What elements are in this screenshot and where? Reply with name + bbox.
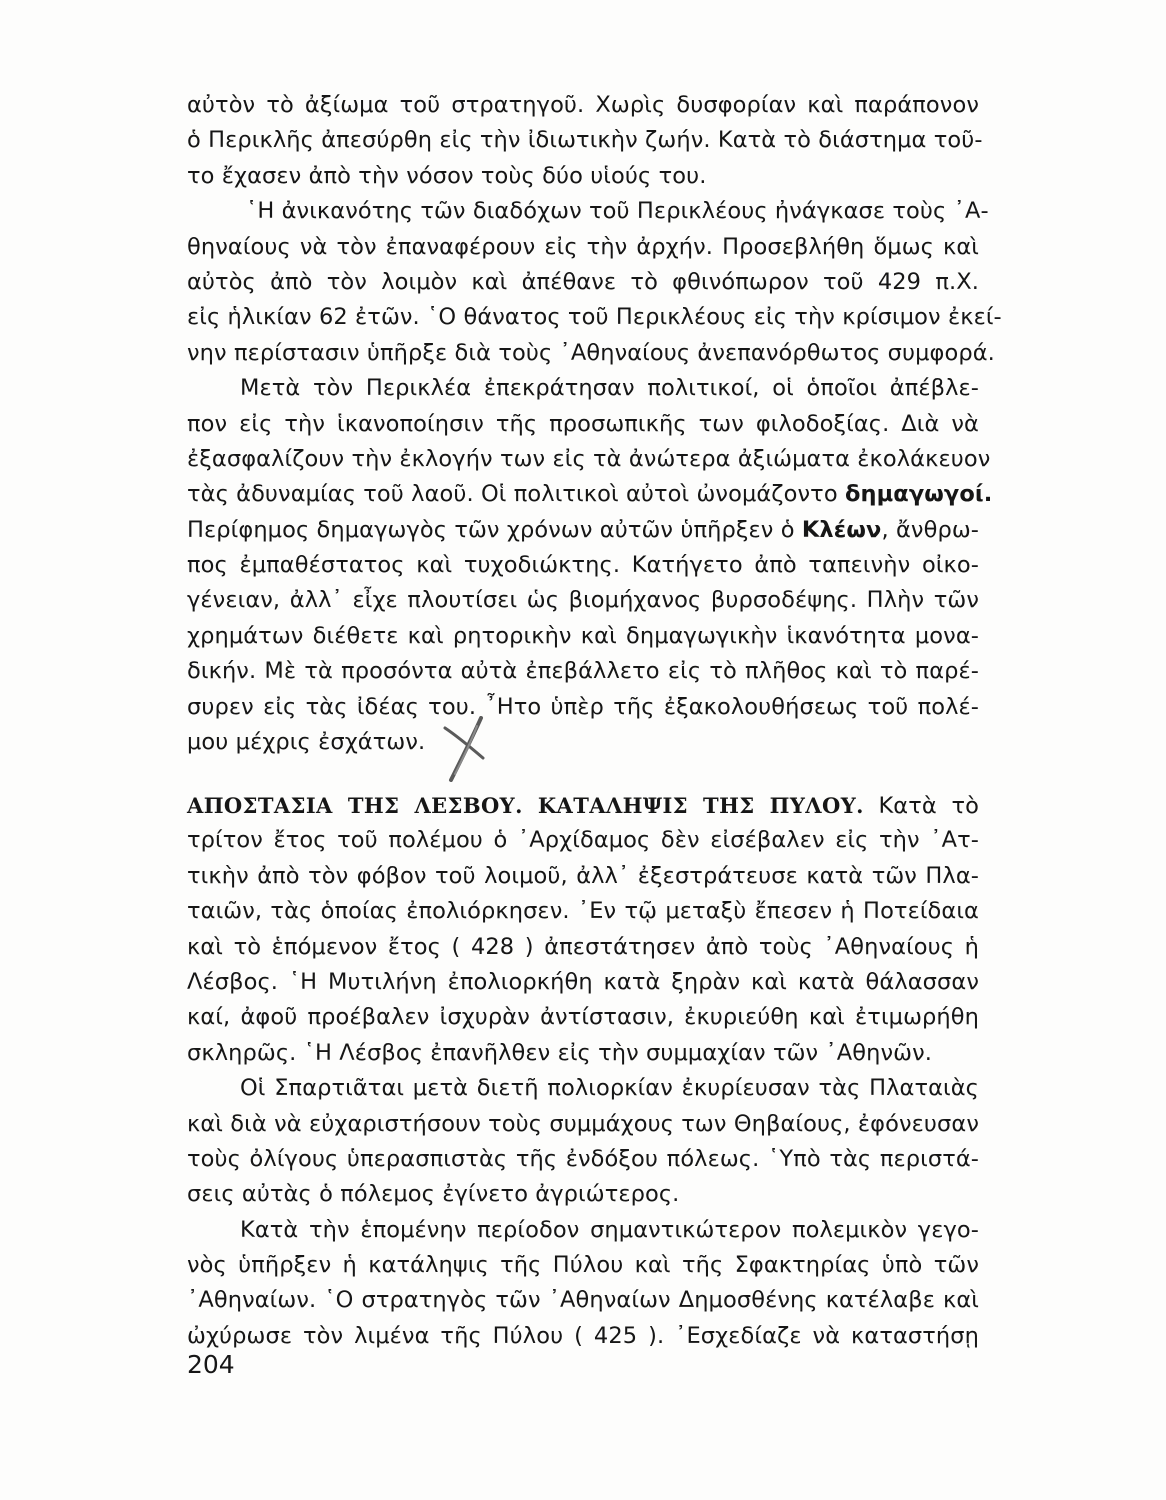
text-line: σεις αὐτὰς ὁ πόλεμος ἐγίνετο ἀγριώτερος. [187, 1181, 680, 1208]
text-line: ῾Η ἀνικανότης τῶν διαδόχων τοῦ Περικλέους ἠνάγκασε τοὺς ᾿Α- [246, 198, 989, 225]
section-heading: ΑΠΟΣΤΑΣΙΑ ΤΗΣ ΛΕΣΒΟΥ. ΚΑΤΑΛΗΨΙΣ ΤΗΣ ΠΥΛΟΥ. [187, 793, 864, 818]
text-line: νην περίστασιν ὑπῆρξε διὰ τοὺς ᾿Αθηναίους ἀνεπανόρθωτος συμφορά. [187, 339, 995, 366]
text-line: ἐξασφαλίζουν τὴν ἐκλογήν των εἰς τὰ ἀνώτερα ἀξιώματα ἐκολάκευον [187, 445, 991, 472]
text-line-cleon [187, 513, 979, 548]
pencil-cross-mark [443, 716, 488, 782]
text-line: συρεν εἰς τὰς ἰδέας του. ῏Ητο ὑπὲρ τῆς ἐξακολουθήσεως τοῦ πολέ- [187, 693, 979, 720]
text-line: ᾿Αθηναίων. ῾Ο στρατηγὸς τῶν ᾿Αθηναίων Δημοσθένης κατέλαβε καὶ [187, 1287, 979, 1314]
text-line: γένειαν, ἀλλ᾿ εἶχε πλουτίσει ὡς βιομήχανος βυρσοδέψης. Πλὴν τῶν [187, 587, 979, 614]
text-line: σκληρῶς. ῾Η Λέσβος ἐπανῆλθεν εἰς τὴν συμμαχίαν τῶν ᾿Αθηνῶν. [187, 1039, 933, 1066]
main-text-top [187, 88, 1002, 760]
main-text-bottom [187, 788, 979, 1354]
name-cleon: Κλέων [801, 516, 882, 543]
text-line: Κατὰ τὴν ἑπομένην περίοδον σημαντικώτερον πολεμικὸν γεγο- [240, 1216, 979, 1243]
text-line-demagogues [187, 477, 993, 512]
text-line: καὶ τὸ ἑπόμενον ἔτος ( 428 ) ἀπεστάτησεν ἀπὸ τοὺς ᾿Αθηναίους ἡ [187, 933, 979, 960]
section-heading-line [187, 788, 979, 823]
text-line: πος ἐμπαθέστατος καὶ τυχοδιώκτης. Κατήγετο ἀπὸ ταπεινὴν οἰκο- [187, 552, 979, 579]
term-demagogues: δημαγωγοί. [844, 481, 993, 508]
text-line: χρημάτων διέθετε καὶ ρητορικὴν καὶ δημαγωγικὴν ἱκανότητα μονα- [187, 622, 979, 649]
text-line: αὐτὸν τὸ ἀξίωμα τοῦ στρατηγοῦ. Χωρὶς δυσφορίαν καὶ παράπονον [187, 92, 979, 118]
text-line: τρίτον ἔτος τοῦ πολέμου ὁ ᾿Αρχίδαμος δὲν εἰσέβαλεν εἰς τὴν ᾿Ατ- [187, 827, 979, 854]
text-line: Οἱ Σπαρτιᾶται μετὰ διετῆ πολιορκίαν ἐκυρίευσαν τὰς Πλαταιὰς [240, 1075, 979, 1102]
text-line: το ἔχασεν ἀπὸ τὴν νόσον τοὺς δύο υἱούς του. [187, 162, 707, 189]
text-line: καί, ἀφοῦ προέβαλεν ἰσχυρὰν ἀντίστασιν, ἐκυριεύθη καὶ ἐτιμωρήθη [187, 1004, 979, 1031]
text-line: ὠχύρωσε τὸν λιμένα τῆς Πύλου ( 425 ). ᾿Εσχεδίαζε νὰ καταστήσῃ [187, 1322, 979, 1349]
text-line: τοὺς ὀλίγους ὑπερασπιστὰς τῆς ἐνδόξου πόλεως. ῾Υπὸ τὰς περιστά- [187, 1145, 979, 1172]
text-line: μου μέχρις ἐσχάτων. [187, 729, 426, 756]
text-line: δικήν. Μὲ τὰ προσόντα αὐτὰ ἐπεβάλλετο εἰς τὸ πλῆθος καὶ τὸ παρέ- [187, 658, 979, 685]
text-line: τικὴν ἀπὸ τὸν φόβον τοῦ λοιμοῦ, ἀλλ᾿ ἐξεστράτευσε κατὰ τῶν Πλα- [187, 862, 979, 889]
text-run: , ἄνθρω- [881, 516, 980, 543]
text-line: Λέσβος. ῾Η Μυτιλήνη ἐπολιορκήθη κατὰ ξηρὰν καὶ κατὰ θάλασσαν [187, 968, 979, 995]
text-line: νὸς ὑπῆρξεν ἡ κατάληψις τῆς Πύλου καὶ τῆς Σφακτηρίας ὑπὸ τῶν [187, 1252, 979, 1279]
text-run: Κατὰ τὸ [863, 793, 979, 819]
text-line: Μετὰ τὸν Περικλέα ἐπεκράτησαν πολιτικοί, οἱ ὁποῖοι ἀπέβλε- [240, 375, 979, 402]
text-line: πον εἰς τὴν ἱκανοποίησιν τῆς προσωπικῆς των φιλοδοξίας. Διὰ νὰ [187, 410, 979, 437]
text-line: ταιῶν, τὰς ὁποίας ἐπολιόρκησεν. ᾿Εν τῷ μεταξὺ ἔπεσεν ἡ Ποτείδαια [187, 898, 979, 925]
text-run: Περίφημος δημαγωγὸς τῶν χρόνων αὐτῶν ὑπῆρξεν ὁ [187, 516, 802, 543]
text-run: τὰς ἀδυναμίας τοῦ λαοῦ. Οἱ πολιτικοὶ αὐτοὶ ὠνομάζοντο [187, 481, 845, 508]
text-line: θηναίους νὰ τὸν ἐπαναφέρουν εἰς τὴν ἀρχήν. Προσεβλήθη ὅμως καὶ [187, 233, 979, 260]
page-number: 204 [187, 1350, 235, 1379]
text-line: καὶ διὰ νὰ εὐχαριστήσουν τοὺς συμμάχους των Θηβαίους, ἐφόνευσαν [187, 1110, 979, 1137]
text-line: εἰς ἡλικίαν 62 ἐτῶν. ῾Ο θάνατος τοῦ Περικλέους εἰς τὴν κρίσιμον ἐκεί- [187, 304, 1002, 331]
text-line: αὐτὸς ἀπὸ τὸν λοιμὸν καὶ ἀπέθανε τὸ φθινόπωρον τοῦ 429 π.Χ. [187, 268, 979, 295]
text-line: ὁ Περικλῆς ἀπεσύρθη εἰς τὴν ἰδιωτικὴν ζωήν. Κατὰ τὸ διάστημα τοῦ- [187, 127, 983, 154]
